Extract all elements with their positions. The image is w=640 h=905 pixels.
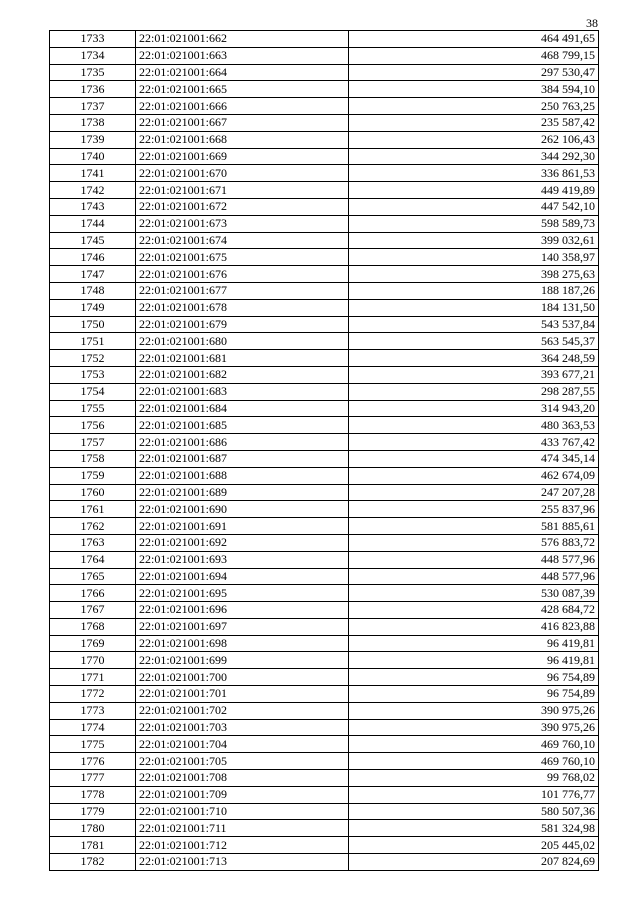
cadastral-number-cell: 22:01:021001:700 bbox=[136, 669, 349, 686]
cadastral-number-cell: 22:01:021001:693 bbox=[136, 551, 349, 568]
row-number-cell: 1764 bbox=[50, 551, 136, 568]
cadastral-number-cell: 22:01:021001:663 bbox=[136, 47, 349, 64]
cadastral-number-cell: 22:01:021001:689 bbox=[136, 484, 349, 501]
cadastral-value-cell: 563 545,37 bbox=[349, 333, 599, 350]
row-number-cell: 1757 bbox=[50, 434, 136, 451]
cadastral-number-cell: 22:01:021001:691 bbox=[136, 518, 349, 535]
cadastral-number-cell: 22:01:021001:677 bbox=[136, 282, 349, 299]
cadastral-value-cell: 344 292,30 bbox=[349, 148, 599, 165]
table-row bbox=[50, 64, 599, 81]
table-row bbox=[50, 215, 599, 232]
cadastral-number-cell: 22:01:021001:698 bbox=[136, 635, 349, 652]
cadastral-value-cell: 480 363,53 bbox=[349, 417, 599, 434]
cadastral-value-cell: 448 577,96 bbox=[349, 568, 599, 585]
row-number-cell: 1773 bbox=[50, 702, 136, 719]
table-row bbox=[50, 568, 599, 585]
table-row bbox=[50, 249, 599, 266]
cadastral-value-cell: 96 419,81 bbox=[349, 635, 599, 652]
row-number-cell: 1760 bbox=[50, 484, 136, 501]
table-row bbox=[50, 770, 599, 787]
cadastral-value-cell: 384 594,10 bbox=[349, 81, 599, 98]
cadastral-number-cell: 22:01:021001:670 bbox=[136, 165, 349, 182]
cadastral-number-cell: 22:01:021001:673 bbox=[136, 215, 349, 232]
cadastral-value-cell: 474 345,14 bbox=[349, 450, 599, 467]
cadastral-value-cell: 188 187,26 bbox=[349, 282, 599, 299]
cadastral-value-cell: 433 767,42 bbox=[349, 434, 599, 451]
table-row bbox=[50, 148, 599, 165]
row-number-cell: 1756 bbox=[50, 417, 136, 434]
cadastral-value-cell: 448 577,96 bbox=[349, 551, 599, 568]
cadastral-value-cell: 314 943,20 bbox=[349, 400, 599, 417]
table-row bbox=[50, 585, 599, 602]
row-number-cell: 1739 bbox=[50, 131, 136, 148]
cadastral-number-cell: 22:01:021001:687 bbox=[136, 450, 349, 467]
row-number-cell: 1780 bbox=[50, 820, 136, 837]
cadastral-value-cell: 468 799,15 bbox=[349, 47, 599, 64]
cadastral-number-cell: 22:01:021001:679 bbox=[136, 316, 349, 333]
row-number-cell: 1733 bbox=[50, 31, 136, 48]
row-number-cell: 1766 bbox=[50, 585, 136, 602]
cadastral-number-cell: 22:01:021001:711 bbox=[136, 820, 349, 837]
cadastral-value-cell: 298 287,55 bbox=[349, 383, 599, 400]
cadastral-value-cell: 398 275,63 bbox=[349, 266, 599, 283]
cadastral-number-cell: 22:01:021001:709 bbox=[136, 786, 349, 803]
row-number-cell: 1741 bbox=[50, 165, 136, 182]
cadastral-number-cell: 22:01:021001:666 bbox=[136, 98, 349, 115]
cadastral-number-cell: 22:01:021001:704 bbox=[136, 736, 349, 753]
row-number-cell: 1749 bbox=[50, 299, 136, 316]
cadastral-value-cell: 390 975,26 bbox=[349, 719, 599, 736]
table-body bbox=[50, 31, 599, 871]
row-number-cell: 1767 bbox=[50, 602, 136, 619]
table-row bbox=[50, 602, 599, 619]
row-number-cell: 1765 bbox=[50, 568, 136, 585]
cadastral-value-cell: 464 491,65 bbox=[349, 31, 599, 48]
row-number-cell: 1737 bbox=[50, 98, 136, 115]
table-row bbox=[50, 383, 599, 400]
cadastral-value-cell: 96 419,81 bbox=[349, 652, 599, 669]
cadastral-number-cell: 22:01:021001:703 bbox=[136, 719, 349, 736]
table-row bbox=[50, 467, 599, 484]
row-number-cell: 1744 bbox=[50, 215, 136, 232]
cadastral-value-cell: 416 823,88 bbox=[349, 618, 599, 635]
cadastral-value-cell: 428 684,72 bbox=[349, 602, 599, 619]
table-row bbox=[50, 854, 599, 871]
row-number-cell: 1774 bbox=[50, 719, 136, 736]
cadastral-number-cell: 22:01:021001:705 bbox=[136, 753, 349, 770]
row-number-cell: 1736 bbox=[50, 81, 136, 98]
row-number-cell: 1777 bbox=[50, 770, 136, 787]
table-row bbox=[50, 333, 599, 350]
table-row bbox=[50, 786, 599, 803]
row-number-cell: 1772 bbox=[50, 686, 136, 703]
row-number-cell: 1778 bbox=[50, 786, 136, 803]
row-number-cell: 1750 bbox=[50, 316, 136, 333]
table-row bbox=[50, 47, 599, 64]
cadastral-number-cell: 22:01:021001:696 bbox=[136, 602, 349, 619]
row-number-cell: 1779 bbox=[50, 803, 136, 820]
row-number-cell: 1758 bbox=[50, 450, 136, 467]
cadastral-number-cell: 22:01:021001:671 bbox=[136, 182, 349, 199]
cadastral-number-cell: 22:01:021001:688 bbox=[136, 467, 349, 484]
cadastral-number-cell: 22:01:021001:685 bbox=[136, 417, 349, 434]
cadastral-number-cell: 22:01:021001:672 bbox=[136, 198, 349, 215]
cadastral-number-cell: 22:01:021001:678 bbox=[136, 299, 349, 316]
table-row bbox=[50, 232, 599, 249]
cadastral-number-cell: 22:01:021001:676 bbox=[136, 266, 349, 283]
cadastral-value-cell: 96 754,89 bbox=[349, 686, 599, 703]
table-row bbox=[50, 98, 599, 115]
cadastral-number-cell: 22:01:021001:674 bbox=[136, 232, 349, 249]
cadastral-value-cell: 207 824,69 bbox=[349, 854, 599, 871]
cadastral-number-cell: 22:01:021001:675 bbox=[136, 249, 349, 266]
table-row bbox=[50, 417, 599, 434]
cadastral-value-cell: 543 537,84 bbox=[349, 316, 599, 333]
row-number-cell: 1759 bbox=[50, 467, 136, 484]
table-row bbox=[50, 182, 599, 199]
row-number-cell: 1747 bbox=[50, 266, 136, 283]
table-row bbox=[50, 551, 599, 568]
cadastral-number-cell: 22:01:021001:686 bbox=[136, 434, 349, 451]
cadastral-value-cell: 255 837,96 bbox=[349, 501, 599, 518]
table-row bbox=[50, 282, 599, 299]
cadastral-number-cell: 22:01:021001:712 bbox=[136, 837, 349, 854]
table-row bbox=[50, 820, 599, 837]
row-number-cell: 1762 bbox=[50, 518, 136, 535]
cadastral-number-cell: 22:01:021001:683 bbox=[136, 383, 349, 400]
cadastral-value-cell: 530 087,39 bbox=[349, 585, 599, 602]
cadastral-number-cell: 22:01:021001:713 bbox=[136, 854, 349, 871]
table-row bbox=[50, 484, 599, 501]
table-row bbox=[50, 165, 599, 182]
row-number-cell: 1738 bbox=[50, 114, 136, 131]
table-row bbox=[50, 702, 599, 719]
table-row bbox=[50, 31, 599, 48]
cadastral-value-cell: 598 589,73 bbox=[349, 215, 599, 232]
cadastral-value-cell: 96 754,89 bbox=[349, 669, 599, 686]
table-row bbox=[50, 299, 599, 316]
cadastral-number-cell: 22:01:021001:710 bbox=[136, 803, 349, 820]
cadastral-value-cell: 581 885,61 bbox=[349, 518, 599, 535]
table-row bbox=[50, 686, 599, 703]
cadastral-value-cell: 449 419,89 bbox=[349, 182, 599, 199]
cadastral-number-cell: 22:01:021001:669 bbox=[136, 148, 349, 165]
cadastral-number-cell: 22:01:021001:695 bbox=[136, 585, 349, 602]
cadastral-value-cell: 297 530,47 bbox=[349, 64, 599, 81]
cadastral-value-cell: 399 032,61 bbox=[349, 232, 599, 249]
table-row bbox=[50, 366, 599, 383]
cadastral-value-cell: 469 760,10 bbox=[349, 736, 599, 753]
cadastral-number-cell: 22:01:021001:680 bbox=[136, 333, 349, 350]
table-row bbox=[50, 198, 599, 215]
table-row bbox=[50, 266, 599, 283]
cadastral-number-cell: 22:01:021001:701 bbox=[136, 686, 349, 703]
row-number-cell: 1748 bbox=[50, 282, 136, 299]
table-row bbox=[50, 518, 599, 535]
table-row bbox=[50, 669, 599, 686]
cadastral-value-cell: 469 760,10 bbox=[349, 753, 599, 770]
table-row bbox=[50, 434, 599, 451]
cadastral-value-cell: 262 106,43 bbox=[349, 131, 599, 148]
cadastral-number-cell: 22:01:021001:681 bbox=[136, 350, 349, 367]
cadastral-number-cell: 22:01:021001:662 bbox=[136, 31, 349, 48]
cadastral-number-cell: 22:01:021001:684 bbox=[136, 400, 349, 417]
cadastral-value-cell: 205 445,02 bbox=[349, 837, 599, 854]
row-number-cell: 1745 bbox=[50, 232, 136, 249]
table-row bbox=[50, 316, 599, 333]
row-number-cell: 1781 bbox=[50, 837, 136, 854]
row-number-cell: 1761 bbox=[50, 501, 136, 518]
table-row bbox=[50, 81, 599, 98]
table-row bbox=[50, 350, 599, 367]
row-number-cell: 1776 bbox=[50, 753, 136, 770]
row-number-cell: 1769 bbox=[50, 635, 136, 652]
row-number-cell: 1753 bbox=[50, 366, 136, 383]
cadastral-number-cell: 22:01:021001:690 bbox=[136, 501, 349, 518]
cadastral-number-cell: 22:01:021001:694 bbox=[136, 568, 349, 585]
cadastral-value-cell: 462 674,09 bbox=[349, 467, 599, 484]
table-row bbox=[50, 534, 599, 551]
cadastral-value-cell: 336 861,53 bbox=[349, 165, 599, 182]
cadastral-number-cell: 22:01:021001:692 bbox=[136, 534, 349, 551]
table-row bbox=[50, 803, 599, 820]
cadastral-value-table bbox=[49, 30, 599, 871]
row-number-cell: 1740 bbox=[50, 148, 136, 165]
cadastral-value-cell: 364 248,59 bbox=[349, 350, 599, 367]
cadastral-value-cell: 581 324,98 bbox=[349, 820, 599, 837]
row-number-cell: 1755 bbox=[50, 400, 136, 417]
row-number-cell: 1782 bbox=[50, 854, 136, 871]
row-number-cell: 1768 bbox=[50, 618, 136, 635]
cadastral-number-cell: 22:01:021001:699 bbox=[136, 652, 349, 669]
cadastral-value-cell: 101 776,77 bbox=[349, 786, 599, 803]
table-row bbox=[50, 618, 599, 635]
cadastral-value-cell: 576 883,72 bbox=[349, 534, 599, 551]
cadastral-value-cell: 447 542,10 bbox=[349, 198, 599, 215]
row-number-cell: 1770 bbox=[50, 652, 136, 669]
table-row bbox=[50, 450, 599, 467]
table-row bbox=[50, 652, 599, 669]
cadastral-number-cell: 22:01:021001:667 bbox=[136, 114, 349, 131]
cadastral-number-cell: 22:01:021001:702 bbox=[136, 702, 349, 719]
cadastral-value-cell: 184 131,50 bbox=[349, 299, 599, 316]
cadastral-value-cell: 250 763,25 bbox=[349, 98, 599, 115]
table-row bbox=[50, 400, 599, 417]
cadastral-value-cell: 580 507,36 bbox=[349, 803, 599, 820]
row-number-cell: 1763 bbox=[50, 534, 136, 551]
row-number-cell: 1771 bbox=[50, 669, 136, 686]
row-number-cell: 1752 bbox=[50, 350, 136, 367]
table-row bbox=[50, 753, 599, 770]
row-number-cell: 1751 bbox=[50, 333, 136, 350]
table-row bbox=[50, 131, 599, 148]
cadastral-number-cell: 22:01:021001:664 bbox=[136, 64, 349, 81]
table-row bbox=[50, 837, 599, 854]
cadastral-number-cell: 22:01:021001:697 bbox=[136, 618, 349, 635]
row-number-cell: 1743 bbox=[50, 198, 136, 215]
cadastral-value-cell: 140 358,97 bbox=[349, 249, 599, 266]
table-row bbox=[50, 501, 599, 518]
cadastral-value-cell: 247 207,28 bbox=[349, 484, 599, 501]
row-number-cell: 1754 bbox=[50, 383, 136, 400]
cadastral-value-cell: 99 768,02 bbox=[349, 770, 599, 787]
cadastral-number-cell: 22:01:021001:708 bbox=[136, 770, 349, 787]
table-row bbox=[50, 719, 599, 736]
cadastral-value-cell: 235 587,42 bbox=[349, 114, 599, 131]
row-number-cell: 1746 bbox=[50, 249, 136, 266]
cadastral-value-cell: 390 975,26 bbox=[349, 702, 599, 719]
cadastral-number-cell: 22:01:021001:665 bbox=[136, 81, 349, 98]
cadastral-value-cell: 393 677,21 bbox=[349, 366, 599, 383]
row-number-cell: 1775 bbox=[50, 736, 136, 753]
cadastral-number-cell: 22:01:021001:682 bbox=[136, 366, 349, 383]
row-number-cell: 1742 bbox=[50, 182, 136, 199]
table-row bbox=[50, 114, 599, 131]
row-number-cell: 1735 bbox=[50, 64, 136, 81]
table-row bbox=[50, 635, 599, 652]
row-number-cell: 1734 bbox=[50, 47, 136, 64]
cadastral-number-cell: 22:01:021001:668 bbox=[136, 131, 349, 148]
page-number: 38 bbox=[586, 16, 598, 30]
table-row bbox=[50, 736, 599, 753]
